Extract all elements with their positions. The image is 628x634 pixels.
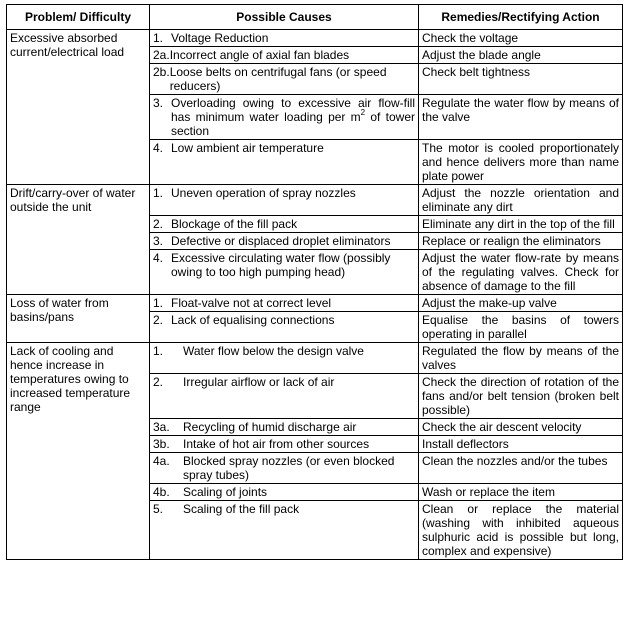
- cause-number: 3a.: [153, 420, 170, 434]
- cause-cell: [150, 343, 419, 374]
- header-remedies: Remedies/Rectifying Action: [419, 5, 623, 30]
- header-causes: Possible Causes: [150, 5, 419, 30]
- table-row: [7, 295, 623, 312]
- cause-text: Loose belts on centrifugal fans (or speed reducers): [169, 65, 387, 93]
- header-problem: Problem/ Difficulty: [7, 5, 150, 30]
- remedy-cell: Check belt tightness: [419, 64, 623, 95]
- remedy-cell: Check the voltage: [419, 30, 623, 47]
- cause-number: 2b.: [153, 65, 170, 79]
- cause-number: 2.: [153, 313, 164, 327]
- remedy-cell: Check the direction of rotation of the fans and/or belt tension (broken belt possible): [419, 374, 623, 419]
- cause-number: 4b.: [153, 485, 170, 499]
- cause-text: Scaling of joints: [183, 485, 268, 499]
- cause-cell: [150, 501, 419, 560]
- table-row: [7, 343, 623, 374]
- cause-number: 1.: [153, 31, 164, 45]
- remedy-cell: Check the air descent velocity: [419, 419, 623, 436]
- cause-text: Defective or displaced droplet eliminators: [171, 234, 391, 248]
- cause-text: Recycling of humid discharge air: [183, 420, 357, 434]
- cause-number: 1.: [153, 186, 164, 200]
- remedy-cell: Equalise the basins of towers operating in parallel: [419, 312, 623, 343]
- cause-cell: [150, 140, 419, 185]
- remedy-cell: Install deflectors: [419, 436, 623, 453]
- remedy-cell: Adjust the make-up valve: [419, 295, 623, 312]
- cause-text: Incorrect angle of axial fan blades: [169, 48, 350, 62]
- remedy-cell: The motor is cooled proportionately and hence delivers more than name plate power: [419, 140, 623, 185]
- remedy-cell: Clean the nozzles and/or the tubes: [419, 453, 623, 484]
- cause-number: 1.: [153, 344, 164, 358]
- cause-number: 4a.: [153, 454, 170, 468]
- troubleshooting-table-wrapper: [6, 4, 622, 560]
- cause-text: [167, 96, 415, 138]
- cause-text: Blockage of the fill pack: [171, 217, 298, 231]
- cause-text: Blocked spray nozzles (or even blocked spray tubes): [183, 454, 395, 482]
- cause-number: 3.: [153, 234, 164, 248]
- remedy-cell: Adjust the blade angle: [419, 47, 623, 64]
- cause-text-part: Overloading owing to excessive air flow-fill has minimum water loading per m: [171, 96, 415, 124]
- troubleshooting-table: [6, 4, 623, 560]
- cause-cell: [150, 436, 419, 453]
- cause-cell: [150, 233, 419, 250]
- header-row: [7, 5, 623, 30]
- remedy-cell: Clean or replace the material (washing with inhibited aqueous sulphuric acid is possible but long, complex and expensive): [419, 501, 623, 560]
- cause-cell: [150, 30, 419, 47]
- problem-cell: Excessive absorbed current/electrical load: [7, 30, 150, 185]
- cause-text: Low ambient air temperature: [171, 141, 324, 155]
- cause-number: 3.: [153, 96, 164, 110]
- cause-cell: [150, 484, 419, 501]
- cause-text: Water flow below the design valve: [183, 344, 364, 358]
- cause-cell: [150, 453, 419, 484]
- cause-number: 4.: [153, 141, 164, 155]
- cause-cell: [150, 95, 419, 140]
- cause-cell: [150, 312, 419, 343]
- cause-text: Irregular airflow or lack of air: [183, 375, 335, 389]
- cause-number: 2a.: [153, 48, 170, 62]
- remedy-cell: Regulate the water flow by means of the valve: [419, 95, 623, 140]
- cause-number: 2.: [153, 375, 164, 389]
- cause-number: 4.: [153, 251, 164, 265]
- remedy-cell: Replace or realign the eliminators: [419, 233, 623, 250]
- cause-cell: [150, 250, 419, 295]
- remedy-cell: Regulated the flow by means of the valves: [419, 343, 623, 374]
- cause-cell: [150, 216, 419, 233]
- cause-number: 2.: [153, 217, 164, 231]
- cause-text: Lack of equalising connections: [171, 313, 335, 327]
- cause-text: Scaling of the fill pack: [183, 502, 300, 516]
- cause-text-part: of tower section: [171, 110, 415, 138]
- table-row: [7, 185, 623, 216]
- table-row: [7, 30, 623, 47]
- cause-text: Uneven operation of spray nozzles: [171, 186, 356, 200]
- cause-text: Intake of hot air from other sources: [183, 437, 370, 451]
- cause-text: Excessive circulating water flow (possibly owing to too high pumping head): [171, 251, 391, 279]
- remedy-cell: Wash or replace the item: [419, 484, 623, 501]
- cause-number: 5.: [153, 502, 164, 516]
- cause-cell: [150, 374, 419, 419]
- cause-number: 1.: [153, 296, 164, 310]
- cause-cell: [150, 419, 419, 436]
- cause-cell: [150, 64, 419, 95]
- cause-cell: [150, 47, 419, 64]
- superscript: 2: [360, 108, 366, 117]
- problem-cell: Lack of cooling and hence increase in temperatures owing to increased temperature range: [7, 343, 150, 560]
- remedy-cell: Eliminate any dirt in the top of the fill: [419, 216, 623, 233]
- cause-cell: [150, 295, 419, 312]
- cause-text: Voltage Reduction: [171, 31, 269, 45]
- cause-text: Float-valve not at correct level: [171, 296, 332, 310]
- problem-cell: Drift/carry-over of water outside the unit: [7, 185, 150, 295]
- problem-cell: Loss of water from basins/pans: [7, 295, 150, 343]
- remedy-cell: Adjust the water flow-rate by means of the regulating valves. Check for absence of damage to the fill: [419, 250, 623, 295]
- cause-cell: [150, 185, 419, 216]
- remedy-cell: Adjust the nozzle orientation and eliminate any dirt: [419, 185, 623, 216]
- cause-number: 3b.: [153, 437, 170, 451]
